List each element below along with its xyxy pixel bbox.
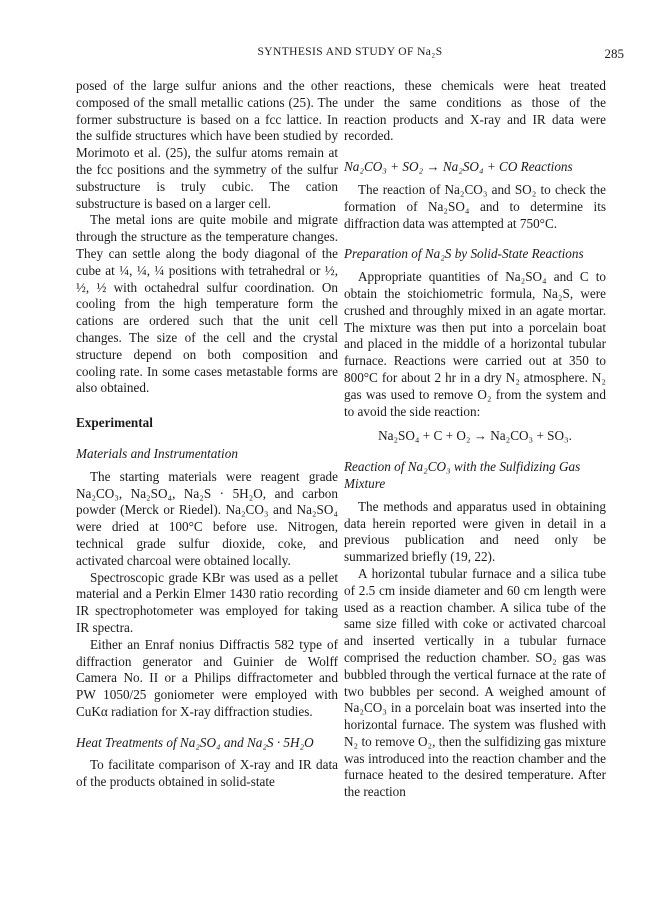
body-paragraph: The reaction of Na₂CO₃ and SO₂ to check the formation of Na₂SO₄ and to determine its diffraction data was attempted at 750°C.: [344, 181, 606, 231]
subsection-heading-sulfidizing: Reaction of Na₂CO₃ with the Sulfidizing Gas Mixture: [344, 459, 581, 491]
chemical-equation: Na₂SO₄ + C + O₂ → Na₂CO₃ + SO₃.: [378, 428, 572, 444]
body-paragraph: To facilitate comparison of X-ray and IR data of the products obtained in solid-state: [76, 757, 338, 790]
right-column: [344, 78, 606, 801]
body-paragraph: Appropriate quantities of Na₂SO₄ and C to obtain the stoichiometric formula, Na₂S, were crushed and throughly mixed in an agate mortar. The mixture was then put into a porcelain boat and placed in the middle of a horizontal tubular furnace. Reactions were carried out at 350 to 800°C for about 2 hr in a dry N₂ atmosphere. N₂ gas was used to remove O₂ from the system and to avoid the side reaction:: [344, 269, 606, 419]
body-paragraph: The starting materials were reagent grade Na₂CO₃, Na₂SO₄, Na₂S · 5H₂O, and carbon powder (Merck or Riedel). Na₂CO₃ and Na₂SO₄ were dried at 100°C before use. Nitrogen, technical grade sulfur dioxide, coke, and activated charcoal were obtained locally.: [76, 468, 338, 568]
subsection-heading-reactions: Na₂CO₃ + SO₂ → Na₂SO₄ + CO Reactions: [344, 159, 573, 175]
body-paragraph: reactions, these chemicals were heat treated under the same conditions as those of the reaction products and X-ray and IR data were recorded.: [344, 78, 606, 144]
body-paragraph: The metal ions are quite mobile and migrate through the structure as the temperature changes. They can settle along the body diagonal of the cube at ¼, ¼, ¼ positions with tetrahedral or ½, ½, ½ with octahedral sulfur coordination. On cooling from the high temperature form the cations are ordered such that the unit cell changes. The size of the cell and the crystal structure depend on both composition and cooling rate. In some cases metastable forms are also obtained.: [76, 212, 338, 396]
subsection-heading-preparation: Preparation of Na₂S by Solid-State Reactions: [344, 246, 584, 262]
body-paragraph: The methods and apparatus used in obtaining data herein reported were given in detail in a previous publication and need only be summarized briefly (19, 22).: [344, 498, 606, 565]
subsection-heading-heat-treatments: Heat Treatments of Na₂SO₄ and Na₂S · 5H₂O: [76, 734, 314, 750]
page-header: [76, 46, 624, 62]
running-title: SYNTHESIS AND STUDY OF Na₂S: [257, 46, 443, 58]
body-paragraph: Spectroscopic grade KBr was used as a pellet material and a Perkin Elmer 1430 ratio recording IR spectrophotometer was employed for taking IR spectra.: [76, 569, 338, 635]
left-column: [76, 78, 338, 791]
subsection-heading-materials: Materials and Instrumentation: [76, 445, 238, 461]
section-heading-experimental: Experimental: [76, 415, 153, 431]
body-paragraph: A horizontal tubular furnace and a silica tube of 2.5 cm inside diameter and 60 cm length were used as a reaction chamber. A silica tube of the same size filled with coke or activated charcoal and inserted vertically in a tubular furnace comprised the reduction chamber. SO₂ gas was bubbled through the vertical furnace at the rate of two bubbles per second. A weighed amount of Na₂CO₃ in a porcelain boat was inserted into the horizontal furnace. The system was flushed with N₂ to remove O₂, then the sulfidizing gas mixture was introduced into the reaction chamber and the furnace heated to the desired temperature. After the reaction: [344, 565, 606, 800]
body-paragraph: posed of the large sulfur anions and the other composed of the small metallic cations (25). The former substructure is based on a fcc lattice. In the sulfide structures which have been studied by Morimoto et al. (25), the sulfur atoms remain at the fcc positions and the symmetry of the sulfur substructure is truly cubic. The cation substructure is based on a larger cell.: [76, 78, 338, 211]
body-paragraph: Either an Enraf nonius Diffractis 582 type of diffraction generator and Guinier de Wolff Camera No. II or a Philips diffractometer and PW 1050/25 goniometer were employed with CuKα radiation for X-ray diffraction studies.: [76, 636, 338, 719]
page-number: 285: [604, 46, 624, 61]
